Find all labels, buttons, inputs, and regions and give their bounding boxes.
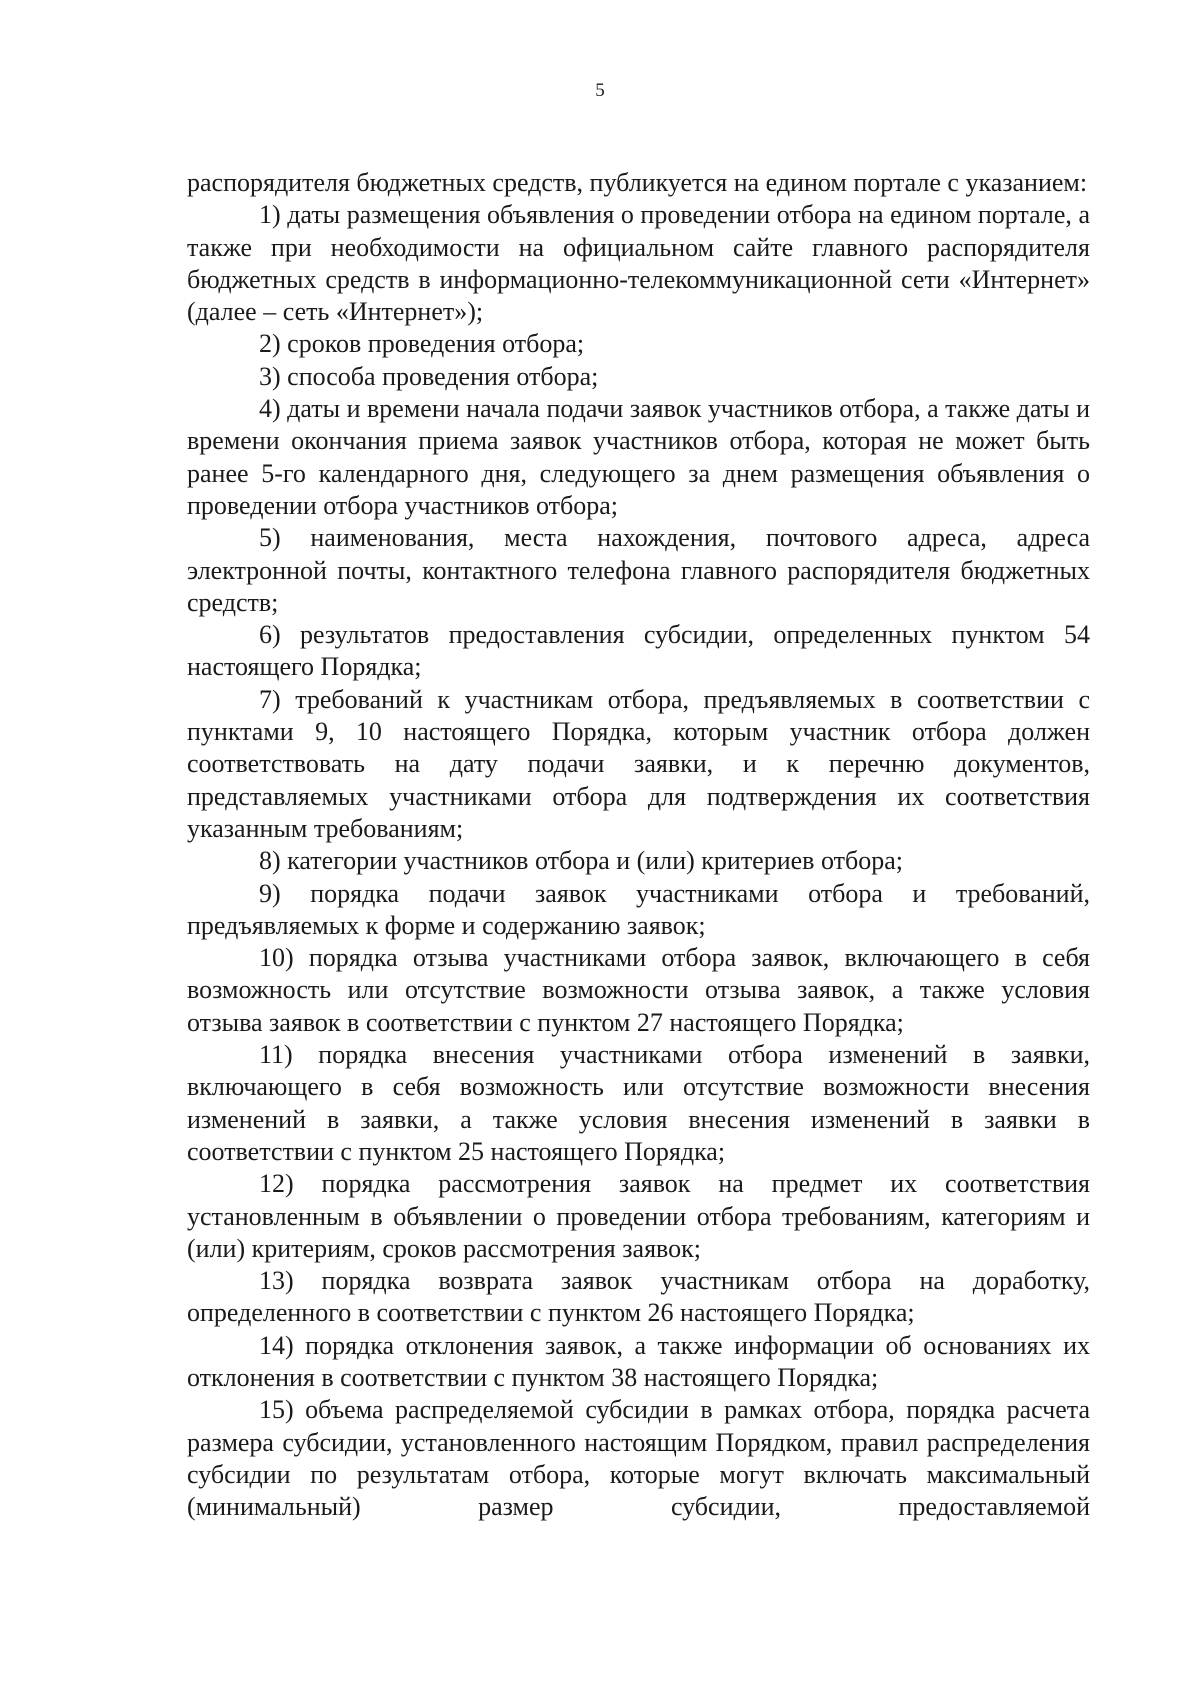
list-item-15: 15) объема распределяемой субсидии в рамках отбора, порядка расчета размера субсидии, установленного настоящим Порядком, правил распределения субсидии по результатам отбора, которые могут включать максимальный (минимальный) размер субсидии, предоставляемой [187, 1395, 1090, 1522]
list-item-2: 2) сроков проведения отбора; [259, 329, 585, 359]
list-item-8: 8) категории участников отбора и (или) критериев отбора; [259, 846, 903, 876]
paragraph-intro-continuation: распорядителя бюджетных средств, публикуется на едином портале с указанием: [187, 168, 1088, 197]
list-item-4: 4) даты и времени начала подачи заявок участников отбора, а также даты и времени окончания приема заявок участников отбора, которая не может быть ранее 5-го календарного дня, следующего за днем размещения объявления о проведении отбора участников отбора; [187, 394, 1090, 520]
list-item-3: 3) способа проведения отбора; [259, 361, 599, 391]
list-item-9: 9) порядка подачи заявок участниками отбора и требований, предъявляемых к форме и содержанию заявок; [187, 878, 1090, 940]
list-item-1: 1) даты размещения объявления о проведении отбора на едином портале, а также при необходимости на официальном сайте главного распорядителя бюджетных средств в информационно-телекоммуникационной сети «Интернет» (далее – сеть «Интернет»); [187, 200, 1090, 327]
list-item-14: 14) порядка отклонения заявок, а также информации об основаниях их отклонения в соответствии с пунктом 38 настоящего Порядка; [187, 1330, 1090, 1392]
page-number: 5 [595, 80, 605, 101]
list-item-10: 10) порядка отзыва участниками отбора заявок, включающего в себя возможность или отсутствие возможности отзыва заявок, а также условия отзыва заявок в соответствии с пунктом 27 настоящего Порядка; [187, 943, 1090, 1037]
list-item-11: 11) порядка внесения участниками отбора изменений в заявки, включающего в себя возможность или отсутствие возможности внесения изменений в заявки, а также условия внесения изменений в заявки в соответствии с пунктом 25 настоящего Порядка; [187, 1040, 1090, 1166]
list-item-5: 5) наименования, места нахождения, почтового адреса, адреса электронной почты, контактного телефона главного распорядителя бюджетных средств; [187, 523, 1090, 617]
list-item-6: 6) результатов предоставления субсидии, определенных пунктом 54 настоящего Порядка; [187, 620, 1090, 682]
list-item-12: 12) порядка рассмотрения заявок на предмет их соответствия установленным в объявлении о проведении отбора требованиям, категориям и (или) критериям, сроков рассмотрения заявок; [187, 1169, 1090, 1263]
document-body [187, 167, 1090, 1523]
list-item-13: 13) порядка возврата заявок участникам отбора на доработку, определенного в соответствии с пунктом 26 настоящего Порядка; [187, 1266, 1090, 1328]
list-item-7: 7) требований к участникам отбора, предъявляемых в соответствии с пунктами 9, 10 настоящего Порядка, которым участник отбора должен соответствовать на дату подачи заявки, и к перечню документов, представляемых участниками отбора для подтверждения их соответствия указанным требованиям; [187, 684, 1090, 843]
